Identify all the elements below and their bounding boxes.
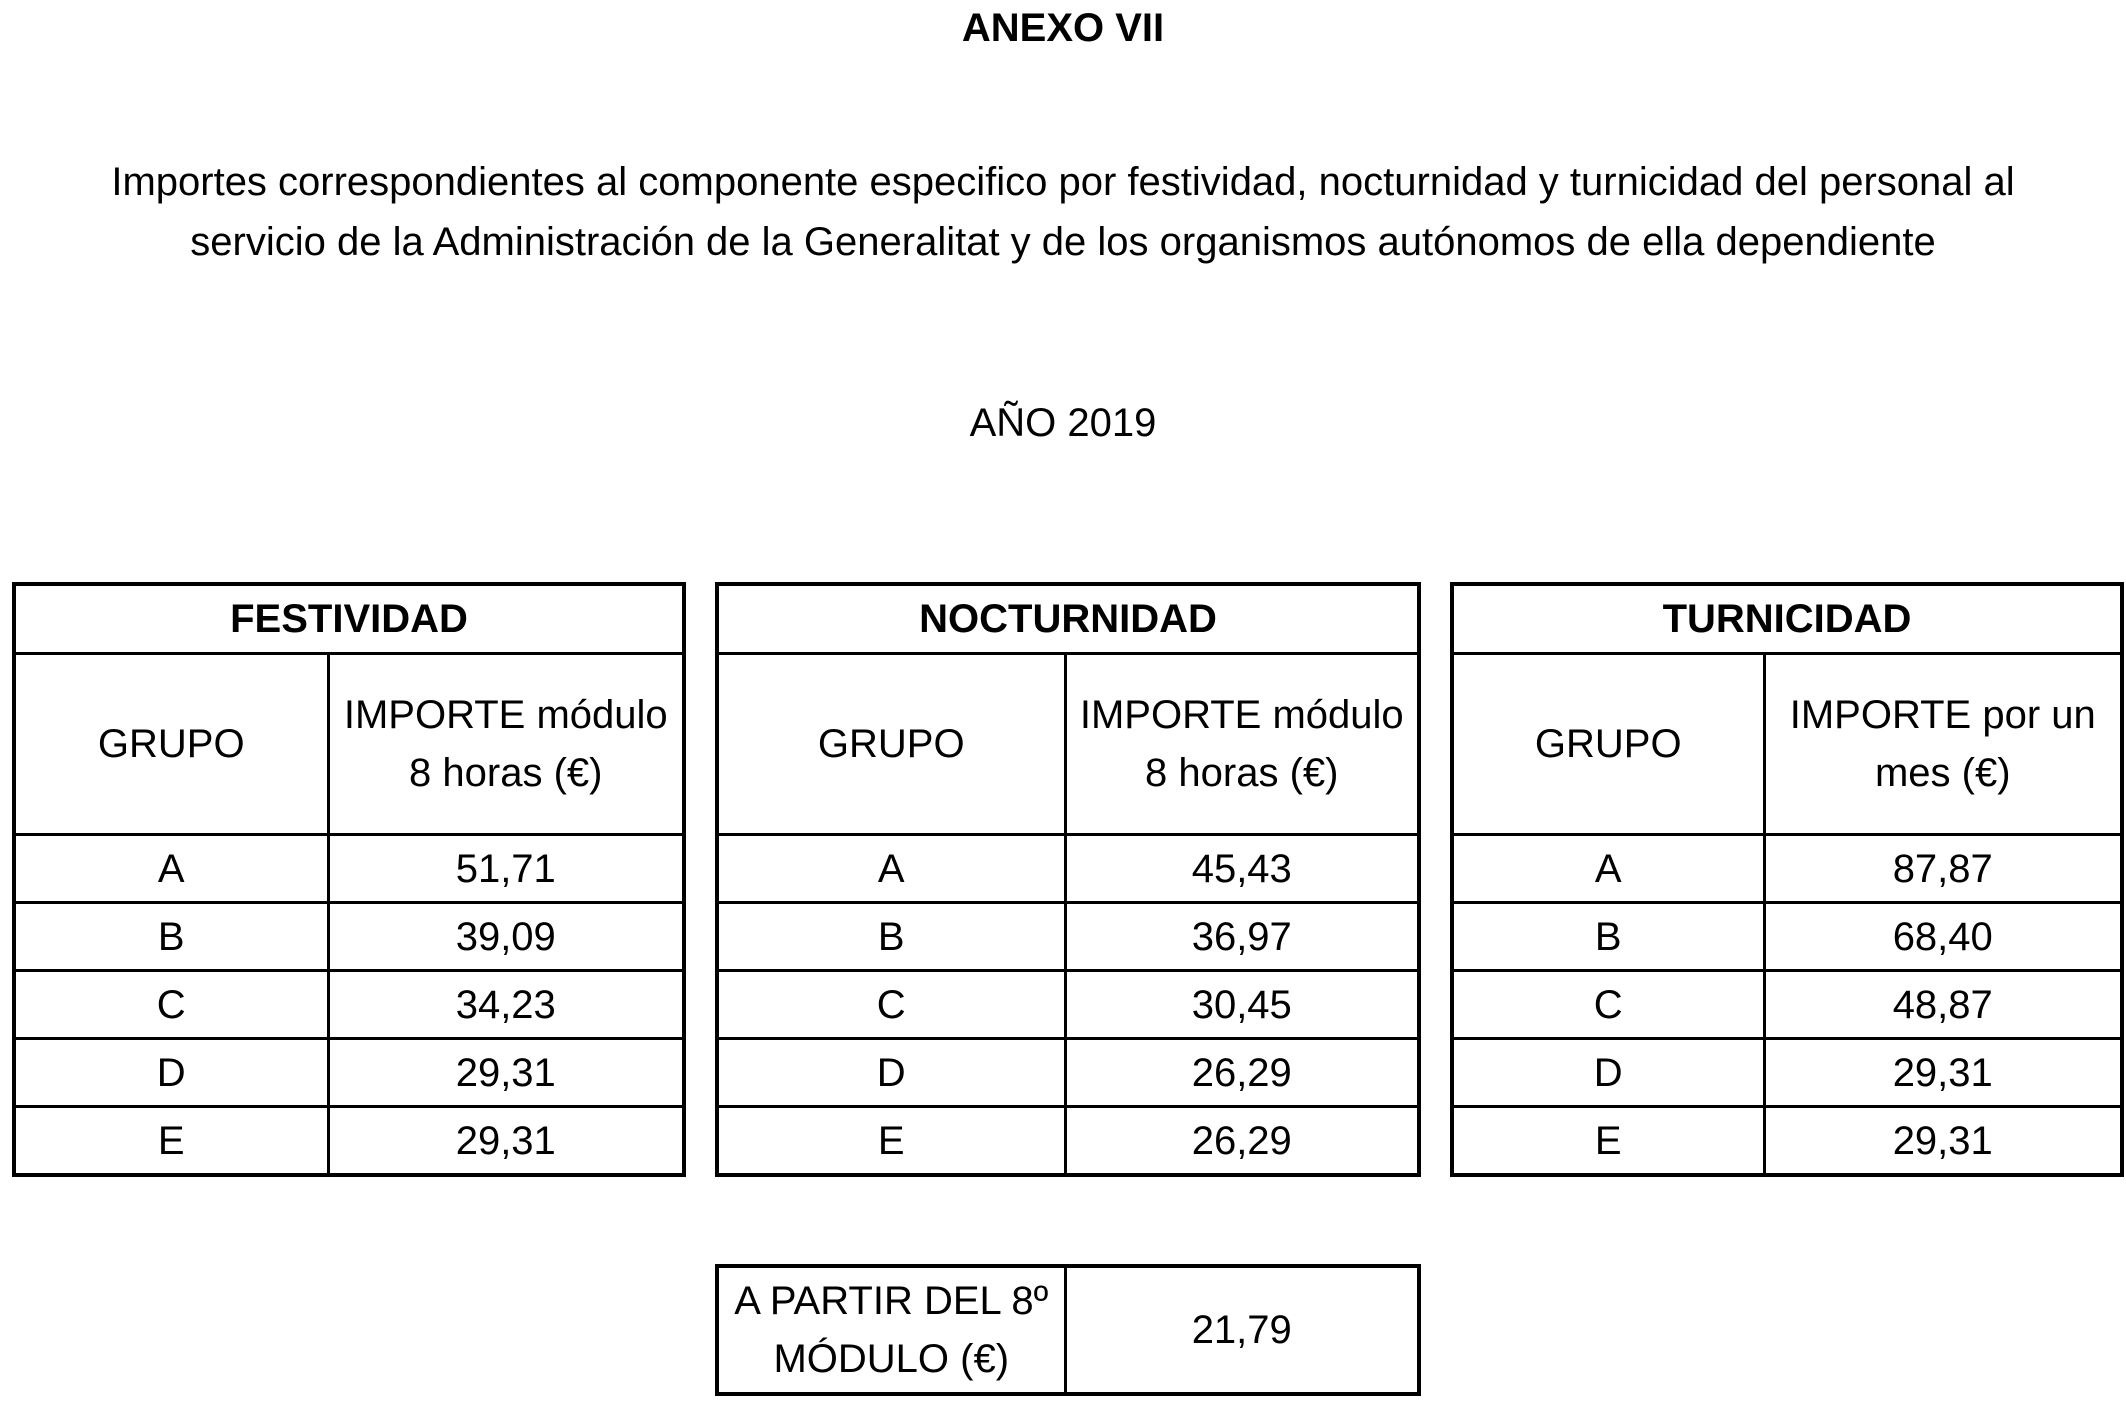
- amount-cell: 29,31: [328, 1039, 684, 1107]
- amount-cell: 29,31: [328, 1107, 684, 1176]
- document-subtitle: Importes correspondientes al componente especifico por festividad, nocturnidad y turnicidad del personal al servicio de la Administración de la Generalitat y de los organismos autónomos de ella dependiente: [111, 160, 2015, 264]
- table-row: [717, 1039, 1419, 1107]
- amount-cell: 39,09: [328, 903, 684, 971]
- group-cell: D: [1452, 1039, 1764, 1107]
- group-cell: E: [1452, 1107, 1764, 1176]
- group-cell: B: [1452, 903, 1764, 971]
- amount-cell: 26,29: [1065, 1039, 1419, 1107]
- table-row: [1452, 971, 2122, 1039]
- amount-cell: 87,87: [1764, 835, 2122, 903]
- table-row: [1452, 1107, 2122, 1176]
- amount-cell: 45,43: [1065, 835, 1419, 903]
- table-row: [14, 1107, 684, 1176]
- festividad-table: [12, 582, 686, 1177]
- table-row: [717, 1266, 1419, 1394]
- nocturnidad-table: [715, 582, 1421, 1177]
- group-cell: E: [717, 1107, 1065, 1176]
- festividad-group-header: GRUPO: [14, 654, 328, 835]
- table-row: [1452, 903, 2122, 971]
- table-row: [717, 903, 1419, 971]
- table-row: [1452, 1039, 2122, 1107]
- amount-cell: 36,97: [1065, 903, 1419, 971]
- group-cell: C: [1452, 971, 1764, 1039]
- group-cell: A: [14, 835, 328, 903]
- amount-cell: 29,31: [1764, 1039, 2122, 1107]
- turnicidad-amount-header: IMPORTE por un mes (€): [1764, 654, 2122, 835]
- year-label: AÑO 2019: [969, 401, 1157, 445]
- group-cell: B: [717, 903, 1065, 971]
- amount-cell: 34,23: [328, 971, 684, 1039]
- group-cell: E: [14, 1107, 328, 1176]
- extra-module-table: [715, 1264, 1421, 1396]
- extra-module-label: A PARTIR DEL 8º MÓDULO (€): [717, 1266, 1065, 1394]
- amount-cell: 48,87: [1764, 971, 2122, 1039]
- table-row: [14, 971, 684, 1039]
- table-row: [717, 971, 1419, 1039]
- festividad-title: FESTIVIDAD: [14, 584, 684, 654]
- group-cell: D: [14, 1039, 328, 1107]
- festividad-amount-header: IMPORTE módulo 8 horas (€): [328, 654, 684, 835]
- amount-cell: 30,45: [1065, 971, 1419, 1039]
- amount-cell: 68,40: [1764, 903, 2122, 971]
- amount-cell: 51,71: [328, 835, 684, 903]
- amount-cell: 26,29: [1065, 1107, 1419, 1176]
- group-cell: A: [717, 835, 1065, 903]
- nocturnidad-amount-header: IMPORTE módulo 8 horas (€): [1065, 654, 1419, 835]
- table-row: [14, 903, 684, 971]
- group-cell: B: [14, 903, 328, 971]
- nocturnidad-group-header: GRUPO: [717, 654, 1065, 835]
- table-row: [14, 1039, 684, 1107]
- annex-title: ANEXO VII: [961, 6, 1165, 50]
- group-cell: A: [1452, 835, 1764, 903]
- table-row: [717, 835, 1419, 903]
- table-row: [1452, 835, 2122, 903]
- table-row: [717, 1107, 1419, 1176]
- group-cell: D: [717, 1039, 1065, 1107]
- nocturnidad-title: NOCTURNIDAD: [717, 584, 1419, 654]
- extra-module-amount: 21,79: [1065, 1266, 1419, 1394]
- table-row: [14, 835, 684, 903]
- amount-cell: 29,31: [1764, 1107, 2122, 1176]
- group-cell: C: [14, 971, 328, 1039]
- turnicidad-title: TURNICIDAD: [1452, 584, 2122, 654]
- turnicidad-table: [1450, 582, 2124, 1177]
- turnicidad-group-header: GRUPO: [1452, 654, 1764, 835]
- group-cell: C: [717, 971, 1065, 1039]
